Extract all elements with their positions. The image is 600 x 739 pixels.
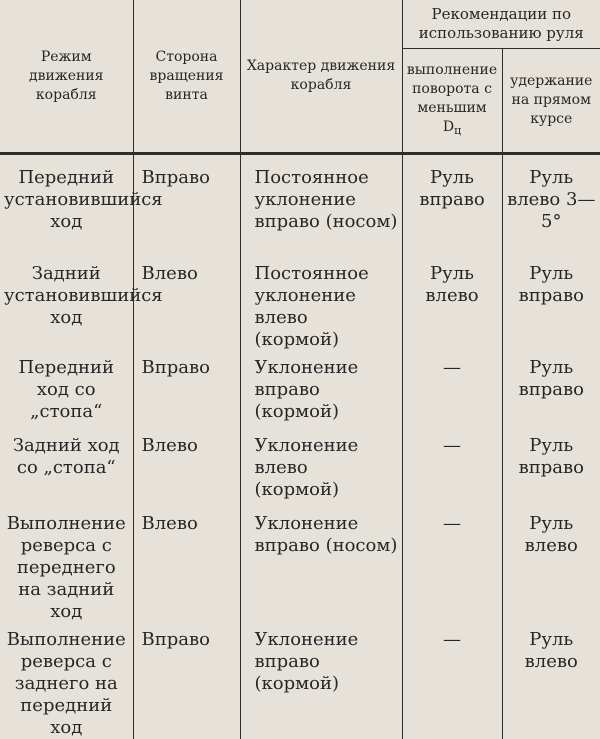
cell-turn: — (402, 623, 502, 739)
header-turn (402, 49, 502, 154)
cell-mode: Выполнение реверса с переднего на задний ход (0, 507, 133, 623)
table-row (0, 623, 600, 739)
cell-course: Руль вправо (518, 263, 584, 306)
header-motion: Характер движения корабля (240, 0, 402, 154)
cell-turn: — (402, 507, 502, 623)
cell-course: Руль вправо (518, 357, 584, 400)
header-recommendations: Рекомендации по использованию руля (402, 0, 600, 49)
header-turn-text: выполнение поворота с меньшим D (406, 62, 498, 135)
table-row (0, 429, 600, 507)
cell-turn: Руль вправо (402, 154, 502, 258)
cell-course: Руль влево (524, 513, 578, 556)
cell-mode: Задний ход со „стопа“ (0, 429, 133, 507)
cell-mode: Передний установившийся ход (0, 154, 133, 258)
cell-screw: Влево (133, 257, 240, 351)
cell-motion: Постоянное уклонение вправо (носом) (240, 154, 402, 258)
cell-mode: Выполнение реверса с заднего на передний ход (0, 623, 133, 739)
header-course: удержание на прямом курсе (502, 49, 600, 154)
cell-course: Руль влево 3—5° (507, 167, 596, 232)
cell-motion: Постоянное уклонение влево (кормой) (240, 257, 402, 351)
cell-screw: Влево (133, 507, 240, 623)
table-row (0, 351, 600, 429)
table-row (0, 257, 600, 351)
cell-motion: Уклонение вправо (кормой) (240, 351, 402, 429)
header-mode: Режим движения корабля (0, 0, 133, 154)
cell-turn: Руль влево (402, 257, 502, 351)
cell-mode: Задний установившийся ход (0, 257, 133, 351)
cell-screw: Вправо (133, 154, 240, 258)
header-turn-sub: ц (454, 124, 462, 137)
header-screw: Сторона вращения винта (133, 0, 240, 154)
cell-motion: Уклонение вправо (носом) (240, 507, 402, 623)
cell-course: Руль влево (524, 629, 578, 672)
cell-screw: Вправо (133, 351, 240, 429)
cell-turn: — (402, 351, 502, 429)
cell-motion: Уклонение влево (кормой) (240, 429, 402, 507)
table-row (0, 507, 600, 623)
cell-screw: Влево (133, 429, 240, 507)
cell-turn: — (402, 429, 502, 507)
cell-mode: Передний ход со „стопа“ (0, 351, 133, 429)
cell-course: Руль вправо (518, 435, 584, 478)
cell-screw: Вправо (133, 623, 240, 739)
cell-motion: Уклонение вправо (кормой) (240, 623, 402, 739)
table-row (0, 154, 600, 258)
